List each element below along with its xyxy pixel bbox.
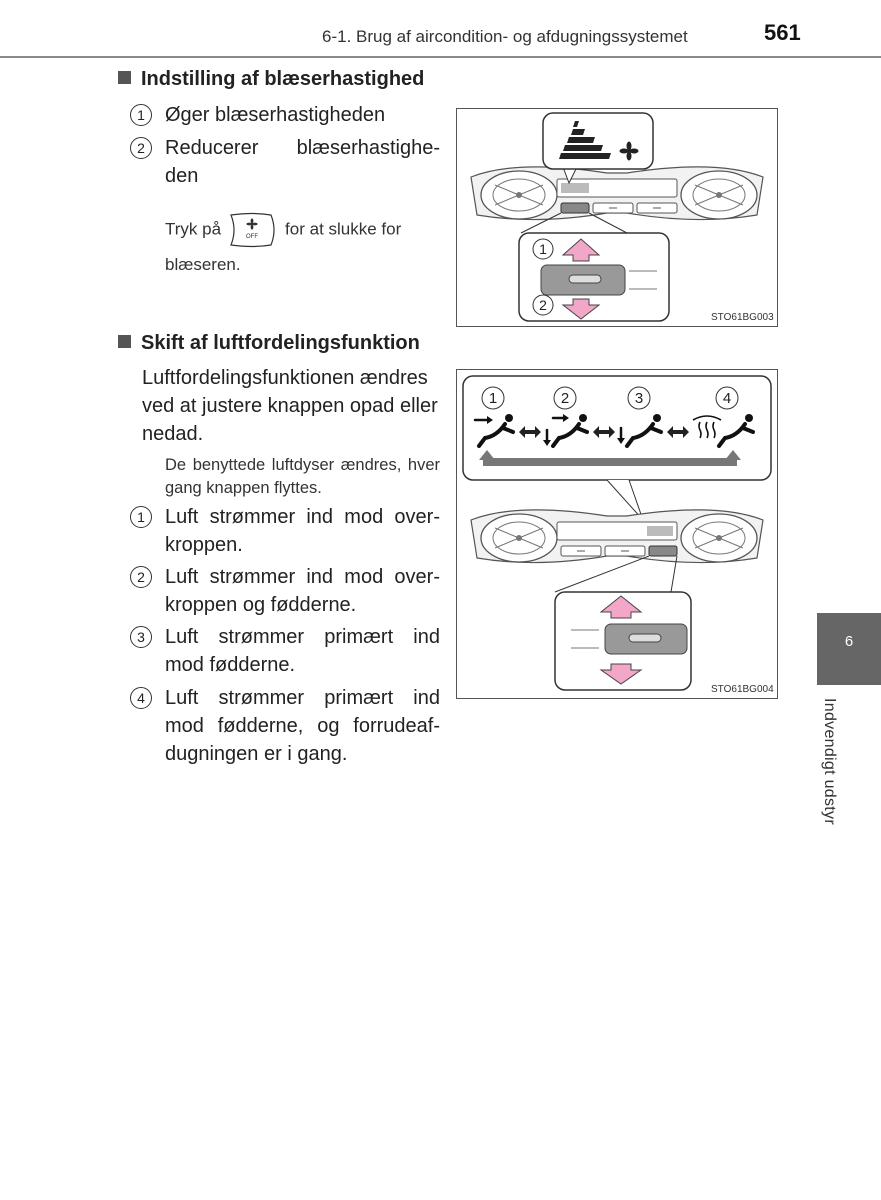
- fan-speed-illustration: [457, 109, 777, 326]
- figure-code: STO61BG003: [711, 312, 774, 323]
- chapter-number: 6: [844, 633, 854, 650]
- page-number: 561: [764, 20, 801, 45]
- circled-number: 4: [722, 390, 732, 407]
- figure-fan-speed: [456, 108, 778, 327]
- fan-off-button-icon: [227, 212, 279, 248]
- square-bullet-icon: [118, 71, 131, 84]
- circled-number: 3: [130, 626, 152, 648]
- running-header: 6-1. Brug af aircondition- og afdugningssystemet: [322, 27, 688, 46]
- circled-number: 1: [130, 506, 152, 528]
- note-text-before: Tryk på: [165, 219, 222, 239]
- list-item-text: Luft strømmer ind mod over-kroppen og fødderne.: [165, 566, 440, 616]
- label-down: [533, 295, 553, 315]
- list-item: [130, 503, 440, 559]
- circled-number: 2: [539, 297, 547, 313]
- circled-number: 4: [130, 687, 152, 709]
- list-item: [130, 101, 440, 129]
- list-item-text: Luft strømmer primært ind mod fødderne, og forrudeaf-dugningen er i gang.: [165, 687, 440, 765]
- mode-label-1: [482, 387, 504, 409]
- list-item: [130, 563, 440, 619]
- right-vent-icon: [681, 171, 757, 219]
- figure-air-distribution: [456, 369, 778, 699]
- right-vent-icon: [681, 514, 757, 562]
- off-label: OFF: [246, 234, 259, 240]
- figure-code: STO61BG004: [711, 684, 774, 695]
- left-vent-icon: [481, 514, 557, 562]
- intro-paragraph: Luftfordelingsfunktionen ændres ved at justere knappen opad eller nedad.: [142, 367, 438, 445]
- left-vent-icon: [481, 171, 557, 219]
- header-rule: [0, 56, 881, 58]
- mode-label-2: [554, 387, 576, 409]
- circled-number: 1: [130, 104, 152, 126]
- list-item-text: Reducerer blæserhastighe-den: [165, 137, 440, 187]
- chapter-tab: [817, 613, 881, 685]
- circled-number: 1: [539, 241, 547, 257]
- circled-number: 3: [634, 390, 644, 407]
- list-item-text: Øger blæserhastigheden: [165, 104, 386, 126]
- circled-number: 2: [130, 566, 152, 588]
- square-bullet-icon: [118, 335, 131, 348]
- list-item: [130, 134, 440, 190]
- circled-number: 2: [560, 390, 570, 407]
- label-up: [533, 239, 553, 259]
- list-item: [130, 684, 440, 768]
- note-paragraph: De benyttede luftdyser ændres, hver gang knappen flyttes.: [165, 456, 440, 497]
- fan-off-note: [165, 212, 440, 282]
- list-item: [130, 623, 440, 679]
- air-distribution-illustration: [457, 370, 777, 698]
- section-heading-text: Skift af luftfordelingsfunktion: [141, 332, 420, 354]
- chapter-label: Indvendigt udstyr: [821, 698, 838, 825]
- mode-label-4: [716, 387, 738, 409]
- section-heading-text: Indstilling af blæserhastighed: [141, 68, 425, 90]
- list-item-text: Luft strømmer ind mod over-kroppen.: [165, 506, 440, 556]
- mode-label-3: [628, 387, 650, 409]
- note-text-after: for at slukke for blæseren.: [165, 219, 402, 274]
- section-heading-air-distribution: [118, 332, 420, 355]
- circled-number: 2: [130, 137, 152, 159]
- circled-number: 1: [488, 390, 498, 407]
- list-item-text: Luft strømmer primært ind mod fødderne.: [165, 626, 440, 676]
- section-heading-fan-speed: [118, 68, 424, 91]
